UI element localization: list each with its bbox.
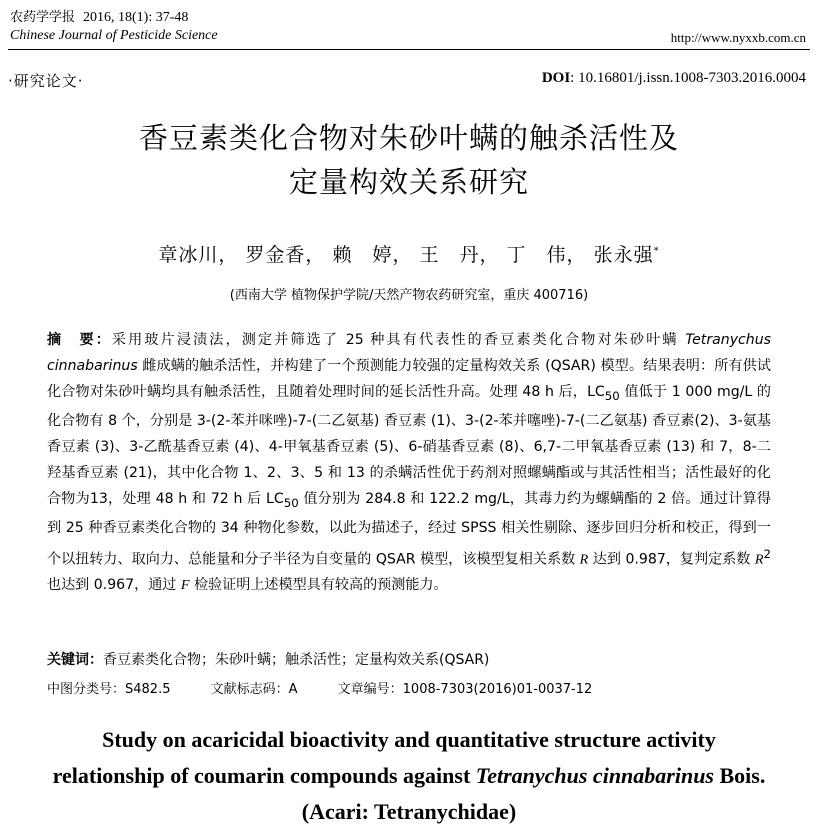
section-label: ·研究论文· [8, 72, 84, 90]
abstract-text-3: 值低于 1 000 mg/L 的化合物有 8 个，分别是 3-(2-苯并咪唑)-7-(二乙氨基) 香豆素 (1)、3-(2-苯并噻唑)-7-(二乙氨基) 香豆素(2)、3-氨基香豆素 (3)、3-乙酰基香豆素 (4)、4-甲氧基香豆素 (5)、6-硝基香豆素 (8)、6,7-二甲氧基香豆素 (13) 和 7，8-二羟基香豆素 (21)，其中化合物 1、2、3、5 和 13 的杀螨活性优于药剂对照螺螨酯或与其活性相当；活性最好的化合物为13，处理 48 h 和 72 h 后 LC [47, 383, 772, 507]
title-cn-line1: 香豆素类化合物对朱砂叶螨的触杀活性及 [138, 121, 679, 155]
title-en-line2 [0, 758, 818, 794]
title-en-author-abbr: Bois. [714, 763, 766, 788]
header-divider [8, 49, 810, 50]
title-en [0, 722, 818, 830]
lc50-subscript-2: 50 [283, 495, 299, 510]
affiliation: (西南大学 植物保护学院/天然产物农药研究室，重庆 400716) [229, 288, 589, 303]
corresponding-mark: * [653, 245, 660, 257]
title-en-line1: Study on acaricidal bioactivity and quantitative structure activity [102, 727, 716, 752]
title-en-line2-text: relationship of coumarin compounds against [52, 763, 476, 788]
title-cn [0, 116, 818, 204]
journal-url[interactable]: http://www.nyxxb.com.cn [670, 30, 806, 45]
abstract-text-5: 达到 0.987，复判定系数 [588, 551, 755, 568]
title-en-species: Tetranychus cinnabarinus [475, 763, 714, 788]
r-symbol: R [579, 551, 589, 568]
abstract-text-6: 也达到 0.967，通过 [47, 577, 181, 594]
abstract-species: Tetranychus cinnabarinus [47, 332, 771, 374]
keywords-label: 关键词： [47, 652, 103, 668]
r2-symbol: R [754, 551, 764, 568]
r2-superscript: 2 [763, 547, 771, 561]
doi-value: : 10.16801/j.issn.1008-7303.2016.0004 [570, 70, 806, 86]
abstract-text-7: 检验证明上述模型具有较高的预测能力。 [189, 577, 448, 594]
abstract-text-4: 值分别为 284.8 和 122.2 mg/L，其毒力约为螺螨酯的 2 倍。通过计算得到 25 种香豆素类化合物的 34 种物化参数，以此为描述子，经过 SPSS 相关性剔除、逐步回归分析和校正，得到一个以扭转力、取向力、总能量和分子半径为自变量的 QSAR 模型，该模型复相关系数 [47, 490, 772, 568]
title-en-line3: (Acari: Tetranychidae) [301, 799, 517, 824]
authors [0, 240, 818, 267]
f-symbol: F [180, 577, 190, 594]
keywords [47, 649, 489, 669]
article-number: 文章编号：1008-7303(2016)01-0037-12 [337, 682, 593, 697]
abstract-text-1: 采用玻片浸渍法，测定并筛选了 25 种具有代表性的香豆素类化合物对朱砂叶螨 [111, 332, 686, 348]
journal-name-cn: 农药学学报 [10, 10, 76, 25]
document-code: 文献标志码：A [210, 682, 298, 697]
keywords-text: 香豆素类化合物；朱砂叶螨；触杀活性；定量构效关系(QSAR) [103, 652, 490, 668]
lc50-subscript: 50 [604, 388, 620, 403]
volume-info: 2016, 18(1): 37-48 [83, 10, 189, 25]
doi [542, 70, 806, 87]
clc-number: 中图分类号：S482.5 [47, 682, 171, 697]
doi-label: DOI [541, 70, 571, 86]
journal-name-en: Chinese Journal of Pesticide Science [10, 28, 218, 43]
abstract-label: 摘 要： [47, 332, 112, 348]
journal-header [10, 6, 188, 26]
abstract-text-2: 雌成螨的触杀活性，并构建了一个预测能力较强的定量构效关系 (QSAR) 模型。结果表明：所有供试化合物对朱砂叶螨均具有触杀活性，且随着处理时间的延长活性升高。处理 48 h 后，LC [47, 357, 771, 400]
classification-line [47, 678, 628, 697]
author-names: 章冰川， 罗金香， 赖 婷， 王 丹， 丁 伟， 张永强 [158, 244, 654, 266]
abstract [47, 328, 771, 599]
title-cn-line2: 定量构效关系研究 [288, 165, 529, 199]
